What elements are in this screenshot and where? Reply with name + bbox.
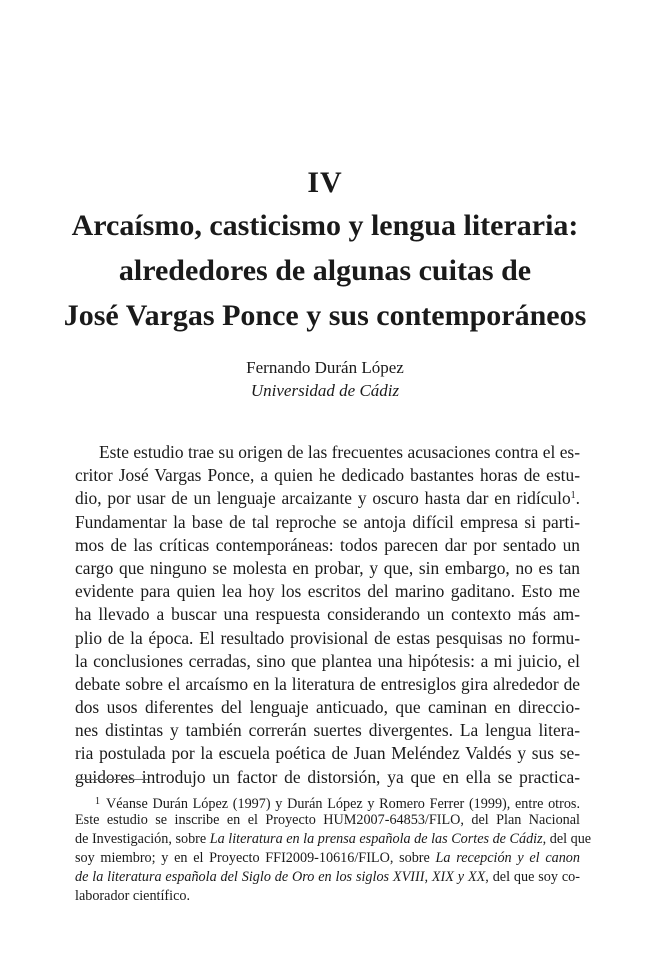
chapter-title-line: alrededores de algunas cuitas de	[118, 254, 532, 287]
footnote-text: soy miembro; y en el Proyecto FFI2009-10616/FILO, sobre	[75, 850, 436, 866]
body-line: critor José Vargas Ponce, a quien he dedicado bastantes horas de estu-	[75, 465, 580, 486]
body-line: debate sobre el arcaísmo en la literatura de entresiglos gira alrededor de	[75, 673, 580, 694]
body-line: plio de la época. El resultado provisional de estas pesquisas no formu-	[75, 627, 580, 648]
footnote-line	[75, 792, 580, 811]
footnote-line	[75, 849, 580, 868]
footnote-line: laborador científico.	[75, 888, 191, 904]
footnote-text: Véanse Durán López (1997) y Durán López y Romero Ferrer (1999), entre otros.	[106, 796, 580, 812]
footnote-text: , del que	[542, 831, 592, 847]
footnote-reference[interactable]: 1	[570, 490, 576, 502]
chapter-number: IV	[307, 166, 343, 199]
body-line: ha llevado a buscar una respuesta considerando un contexto más am-	[75, 604, 580, 625]
body-line: guidores introdujo un factor de distorsión, ya que en ella se practica-	[75, 766, 580, 787]
footnote-line	[75, 830, 592, 849]
body-line: la conclusiones cerradas, sino que plantea una hipótesis: a mi juicio, el	[75, 650, 580, 671]
body-line: ria postulada por la escuela poética de Juan Meléndez Valdés y sus se-	[75, 743, 580, 764]
author-affiliation: Universidad de Cádiz	[250, 381, 400, 400]
chapter-title-line: José Vargas Ponce y sus contemporáneos	[63, 299, 587, 332]
footnote-italic-title: de la literatura española del Siglo de Oro en los siglos XVIII, XIX y XX	[75, 869, 486, 885]
body-paragraph	[75, 441, 580, 789]
body-line-text: dio, por usar de un lenguaje arcaizante y oscuro hasta dar en ridículo	[75, 488, 571, 509]
chapter-title	[40, 203, 610, 338]
body-line: nes distintas y también correrán suertes divergentes. La lengua litera-	[75, 720, 580, 741]
body-line: evidente para quien lea hoy los escritos del marino gaditano. Esto me	[75, 581, 580, 602]
body-line: mos de las críticas contemporáneas: todos parecen dar por sentado un	[75, 534, 580, 555]
footnote-text: , del que soy co-	[485, 869, 580, 885]
chapter-title-line: Arcaísmo, casticismo y lengua literaria:	[71, 209, 579, 242]
author-name: Fernando Durán López	[246, 358, 404, 377]
footnote-text: de Investigación, sobre	[75, 831, 210, 847]
body-line: Fundamentar la base de tal reproche se antoja difícil empresa si parti-	[75, 511, 580, 532]
footnote-mark: 1	[95, 796, 100, 807]
body-line: Este estudio trae su origen de las frecuentes acusaciones contra el es-	[99, 442, 580, 462]
footnote-line: Este estudio se inscribe en el Proyecto HUM2007-64853/FILO, del Plan Nacional	[75, 812, 580, 828]
body-line: dos usos diferentes del lenguaje anticuado, que caminan en direccio-	[75, 697, 580, 718]
footnote-line	[75, 868, 580, 887]
body-line-with-footnote	[75, 487, 580, 510]
footnote-italic-title: La recepción y el canon	[435, 850, 580, 866]
footnote-separator	[75, 779, 148, 780]
footnote-italic-title: La literatura en la prensa española de las Cortes de Cádiz	[209, 831, 543, 847]
footnote	[75, 792, 592, 906]
body-line-punct: .	[575, 488, 580, 509]
body-line: cargo que ninguno se molesta en probar, y que, sin embargo, no es tan	[75, 557, 580, 578]
